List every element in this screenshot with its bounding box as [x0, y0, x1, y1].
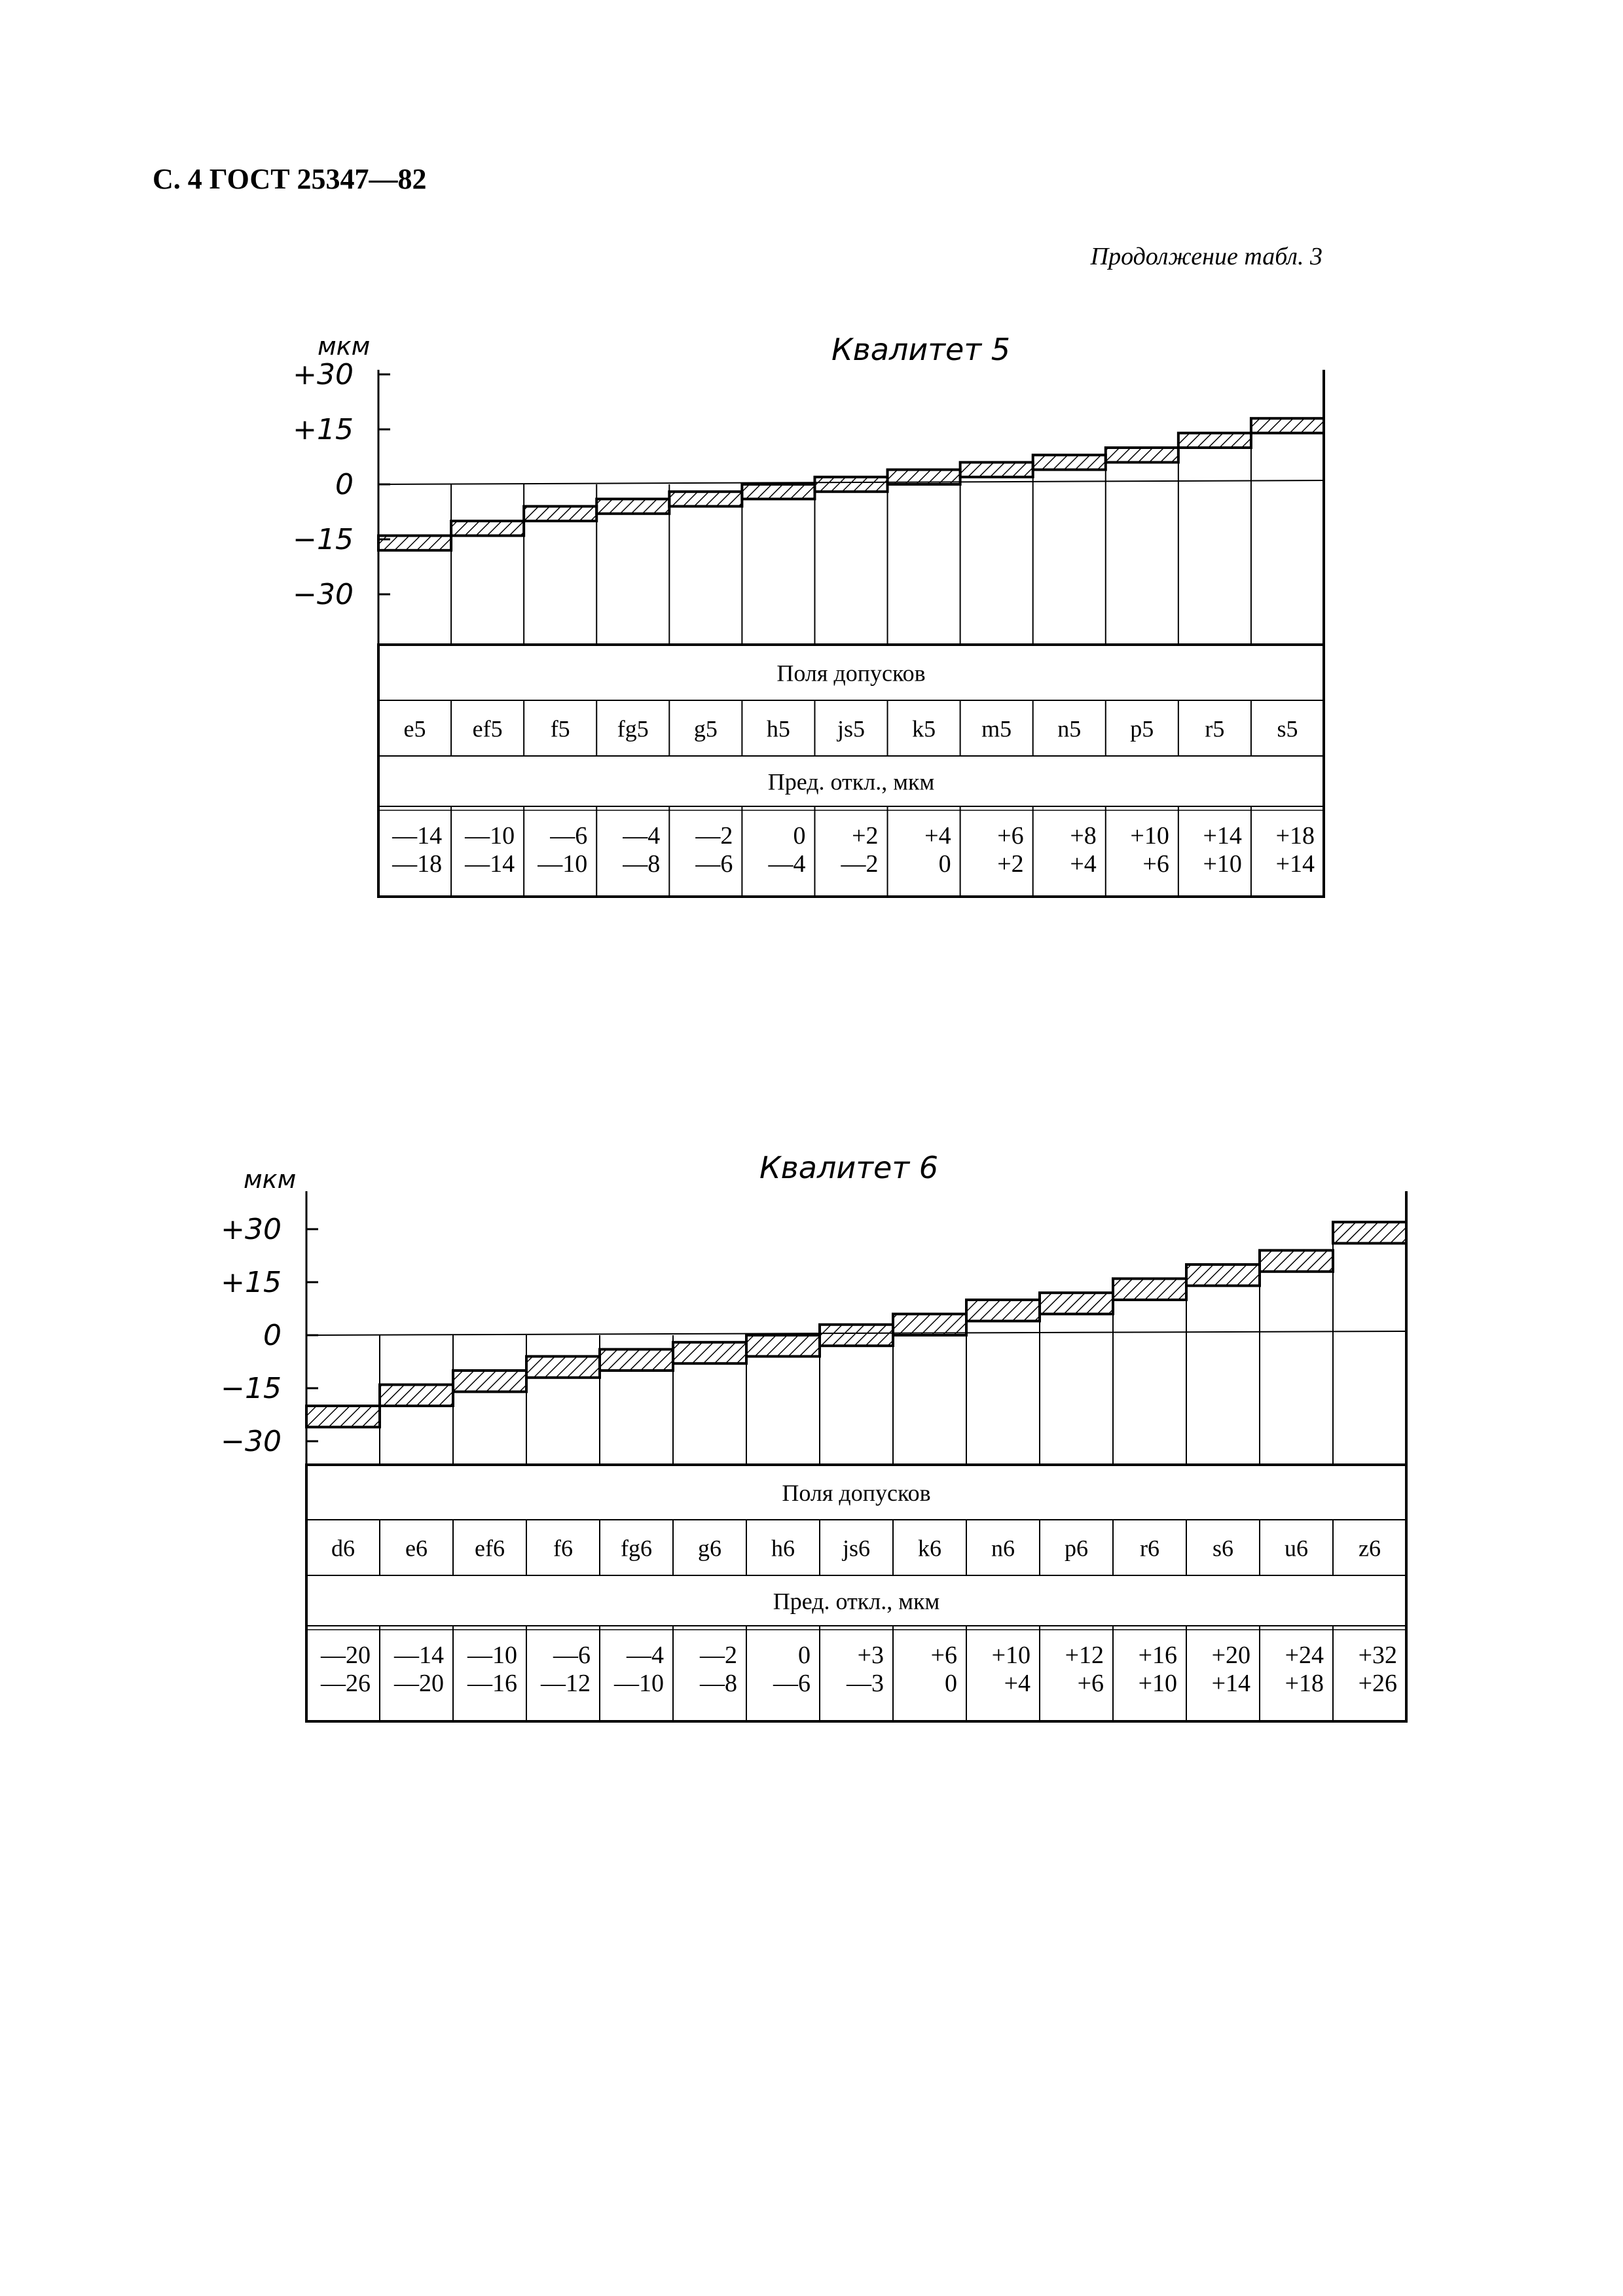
lower-deviation: +2	[997, 850, 1024, 878]
lower-deviation: —2	[841, 850, 879, 878]
lower-deviation: —10	[614, 1670, 664, 1697]
tolerance-band	[966, 1300, 1040, 1321]
fields-header: Поля допусков	[776, 660, 926, 687]
field-label: f6	[553, 1535, 573, 1562]
field-label: e5	[403, 715, 426, 742]
lower-deviation: —14	[465, 850, 515, 878]
tolerance-band	[893, 1314, 966, 1335]
y-tick-label: −30	[293, 578, 354, 611]
field-label: s6	[1212, 1535, 1234, 1562]
chart-title: Квалитет 6	[759, 1150, 939, 1185]
upper-deviation: +12	[1065, 1641, 1104, 1669]
upper-deviation: +4	[924, 822, 951, 850]
lower-deviation: —12	[541, 1670, 591, 1697]
field-label: u6	[1285, 1535, 1308, 1562]
field-label: r6	[1140, 1535, 1159, 1562]
upper-deviation: +24	[1285, 1641, 1324, 1669]
y-tick-label: +15	[293, 413, 354, 446]
tolerance-band	[380, 1385, 453, 1406]
lower-deviation: +10	[1203, 850, 1242, 878]
field-label: h5	[766, 715, 790, 742]
y-tick-label: +30	[221, 1213, 282, 1246]
upper-deviation: —6	[550, 822, 588, 850]
field-label: fg6	[621, 1535, 652, 1562]
unit-label: мкм	[318, 332, 371, 361]
upper-deviation: —10	[467, 1641, 517, 1669]
lower-deviation: +14	[1211, 1670, 1250, 1697]
lower-deviation: —18	[392, 850, 443, 878]
chart-title: Квалитет 5	[831, 332, 1011, 367]
lower-deviation: +10	[1138, 1670, 1177, 1697]
field-label: r5	[1205, 715, 1225, 742]
lower-deviation: +14	[1275, 850, 1315, 878]
lower-deviation: +4	[1070, 850, 1097, 878]
lower-deviation: +4	[1004, 1670, 1030, 1697]
field-label: ef5	[472, 715, 503, 742]
field-label: f5	[550, 715, 570, 742]
upper-deviation: +3	[857, 1641, 884, 1669]
upper-deviation: +18	[1275, 822, 1315, 850]
lower-deviation: —26	[321, 1670, 371, 1697]
field-label: s5	[1277, 715, 1298, 742]
field-label: h6	[771, 1535, 795, 1562]
deviation-header: Пред. откл., мкм	[773, 1588, 940, 1615]
field-label: n6	[991, 1535, 1015, 1562]
field-label: k6	[918, 1535, 941, 1562]
lower-deviation: +6	[1142, 850, 1169, 878]
lower-deviation: —6	[695, 850, 733, 878]
tolerance-band	[526, 1356, 600, 1377]
field-label: z6	[1359, 1535, 1381, 1562]
table-continuation-label: Продолжение табл. 3	[1090, 243, 1322, 270]
field-label: p6	[1065, 1535, 1088, 1562]
tolerance-band	[673, 1342, 746, 1363]
field-label: m5	[981, 715, 1012, 742]
field-label: d6	[331, 1535, 355, 1562]
lower-deviation: —4	[768, 850, 806, 878]
y-tick-label: 0	[263, 1319, 282, 1352]
upper-deviation: 0	[793, 822, 806, 850]
y-tick-label: −15	[221, 1372, 282, 1405]
upper-deviation: —2	[700, 1641, 737, 1669]
upper-deviation: —2	[695, 822, 733, 850]
field-label: p5	[1130, 715, 1154, 742]
lower-deviation: —6	[773, 1670, 811, 1697]
upper-deviation: +8	[1070, 822, 1097, 850]
upper-deviation: +14	[1203, 822, 1242, 850]
upper-deviation: +10	[1130, 822, 1169, 850]
y-tick-label: +30	[293, 358, 354, 391]
tolerance-band	[820, 1325, 893, 1346]
lower-deviation: 0	[938, 850, 951, 878]
field-label: k5	[912, 715, 936, 742]
field-label: g5	[693, 715, 718, 742]
field-label: fg5	[617, 715, 649, 742]
lower-deviation: —8	[700, 1670, 737, 1697]
field-label: g6	[698, 1535, 721, 1562]
tolerance-band	[746, 1335, 820, 1356]
y-tick-label: −30	[221, 1425, 282, 1458]
tolerance-band	[1333, 1222, 1406, 1243]
upper-deviation: +20	[1211, 1641, 1250, 1669]
upper-deviation: +32	[1358, 1641, 1397, 1669]
lower-deviation: +6	[1077, 1670, 1104, 1697]
y-tick-label: −15	[293, 523, 354, 556]
upper-deviation: —14	[394, 1641, 444, 1669]
tolerance-band	[600, 1350, 673, 1371]
tolerance-band	[1186, 1265, 1260, 1285]
y-tick-label: 0	[335, 468, 354, 501]
deviation-header: Пред. откл., мкм	[767, 768, 935, 795]
upper-deviation: —4	[623, 822, 661, 850]
tolerance-band	[1113, 1279, 1186, 1300]
upper-deviation: —4	[627, 1641, 664, 1669]
lower-deviation: —3	[847, 1670, 884, 1697]
document-header: С. 4 ГОСТ 25347—82	[153, 163, 427, 195]
field-label: n5	[1057, 715, 1082, 742]
fields-header: Поля допусков	[782, 1480, 931, 1506]
upper-deviation: —20	[321, 1641, 371, 1669]
lower-deviation: —8	[623, 850, 661, 878]
upper-deviation: +6	[930, 1641, 957, 1669]
upper-deviation: +10	[991, 1641, 1030, 1669]
upper-deviation: —6	[553, 1641, 591, 1669]
upper-deviation: —10	[465, 822, 515, 850]
upper-deviation: +2	[852, 822, 879, 850]
lower-deviation: —20	[394, 1670, 444, 1697]
tolerance-band	[306, 1406, 380, 1427]
field-label: e6	[405, 1535, 428, 1562]
field-label: js6	[842, 1535, 871, 1562]
upper-deviation: —14	[392, 822, 443, 850]
lower-deviation: +26	[1358, 1670, 1397, 1697]
unit-label: мкм	[244, 1165, 297, 1194]
tolerance-band	[1040, 1293, 1113, 1314]
upper-deviation: 0	[798, 1641, 811, 1669]
tolerance-band	[453, 1371, 526, 1391]
lower-deviation: +18	[1285, 1670, 1324, 1697]
lower-deviation: —16	[467, 1670, 517, 1697]
field-label: ef6	[475, 1535, 505, 1562]
upper-deviation: +6	[997, 822, 1024, 850]
lower-deviation: —10	[538, 850, 588, 878]
tolerance-band	[1260, 1250, 1333, 1271]
lower-deviation: 0	[945, 1670, 957, 1697]
field-label: js5	[837, 715, 866, 742]
y-tick-label: +15	[221, 1266, 282, 1299]
upper-deviation: +16	[1138, 1641, 1177, 1669]
